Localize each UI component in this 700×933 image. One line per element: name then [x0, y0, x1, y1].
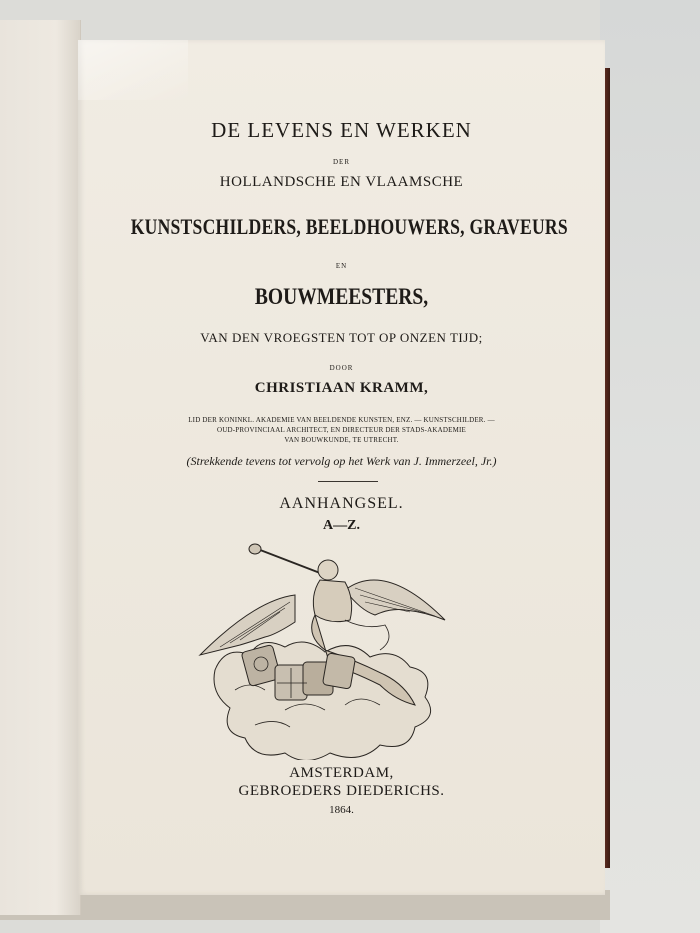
professions-heading: KUNSTSCHILDERS, BEELDHOUWERS, GRAVEURS: [130, 214, 568, 239]
left-page-edge: [0, 20, 81, 915]
connector-en: EN: [335, 262, 348, 270]
supplement-heading: AANHANGSEL.: [279, 495, 404, 512]
publisher-city: AMSTERDAM,: [289, 765, 394, 781]
continuation-note: (Strekkende tevens tot vervolg op het Werk van J. Immerzeel, Jr.): [186, 454, 497, 468]
bouwmeesters-heading: BOUWMEESTERS,: [254, 284, 429, 309]
angel-trumpet-vignette: [195, 540, 450, 760]
subtitle: HOLLANDSCHE EN VLAAMSCHE: [219, 174, 464, 190]
alphabet-range: A—Z.: [323, 518, 360, 533]
divider-rule: [318, 481, 378, 482]
author-affiliation-line: OUD-PROVINCIAAL ARCHITECT, EN DIRECTEUR DER STADS-AKADEMIE: [216, 426, 467, 434]
page-fold-highlight: [78, 40, 188, 100]
publication-year: 1864.: [329, 804, 354, 816]
period-line: VAN DEN VROEGSTEN TOT OP ONZEN TIJD;: [200, 330, 483, 345]
background-wall: [600, 0, 700, 933]
connector-door: DOOR: [329, 364, 354, 372]
publisher-name: GEBROEDERS DIEDERICHS.: [238, 783, 445, 799]
author-affiliation-line: VAN BOUWKUNDE, TE UTRECHT.: [284, 436, 399, 444]
author-name: CHRISTIAAN KRAMM,: [254, 380, 429, 396]
author-affiliation-line: LID DER KONINKL. AKADEMIE VAN BEELDENDE KUNSTEN, ENZ. — KUNSTSCHILDER. —: [188, 416, 495, 424]
book-title: DE LEVENS EN WERKEN: [211, 118, 472, 142]
connector-der: DER: [333, 158, 350, 166]
